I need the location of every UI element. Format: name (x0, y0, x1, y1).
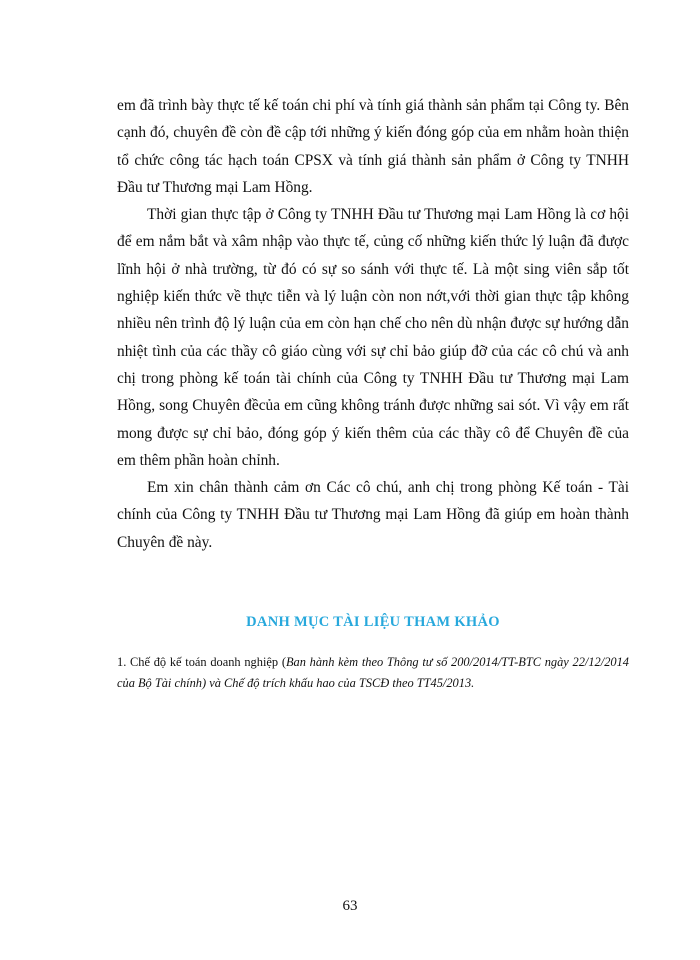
page-number: 63 (342, 898, 358, 914)
reference-item-prefix: 1. Chế độ kế toán doanh nghiệp ( (117, 655, 286, 669)
body-text (117, 92, 629, 556)
references-heading: DANH MỤC TÀI LIỆU THAM KHẢO (246, 614, 500, 630)
paragraph-continuation: em đã trình bày thực tế kế toán chi phí và tính giá thành sản phẩm tại Công ty. Bên cạnh đó, chuyên đề còn đề cập tới những ý kiến đóng góp của em nhằm hoàn thiện tổ chức công tác hạch toán CPSX và tính giá thành sản phẩm ở Công ty TNHH Đầu tư Thương mại Lam Hồng. (117, 97, 629, 196)
paragraph-internship: Thời gian thực tập ở Công ty TNHH Đầu tư Thương mại Lam Hồng là cơ hội để em nắm bắt và xâm nhập vào thực tế, củng cố những kiến thức lý luận đã được lĩnh hội ở nhà trường, từ đó có sự so sánh với thực tế. Là một sing viên sắp tốt nghiệp kiến thức về thực tiễn và lý luận còn non nớt,với thời gian thực tập không nhiều nên trình độ lý luận của em còn hạn chế cho nên dù nhận được sự hướng dẫn nhiệt tình của các thầy cô giáo cùng với sự chỉ bảo giúp đỡ của các cô chú và anh chị trong phòng kế toán tài chính của Công ty TNHH Đầu tư Thương mại Lam Hồng, song Chuyên đềcủa em cũng không tránh được những sai sót. Vì vậy em rất mong được sự chỉ bảo, đóng góp ý kiến thêm của các thầy cô để Chuyên đề của em thêm phần hoàn chỉnh. (117, 206, 629, 469)
paragraph-thanks: Em xin chân thành cảm ơn Các cô chú, anh chị trong phòng Kế toán - Tài chính của Công ty TNHH Đầu tư Thương mại Lam Hồng đã giúp em hoàn thành Chuyên đề này. (117, 479, 629, 551)
references-list (117, 652, 629, 694)
reference-item-italic: Ban hành kèm theo Thông tư số 200/2014/TT-BTC ngày 22/12/2014 của Bộ Tài chính) và Chế độ trích khấu hao của TSCĐ theo TT45/2013. (117, 655, 629, 690)
reference-item (117, 652, 629, 694)
